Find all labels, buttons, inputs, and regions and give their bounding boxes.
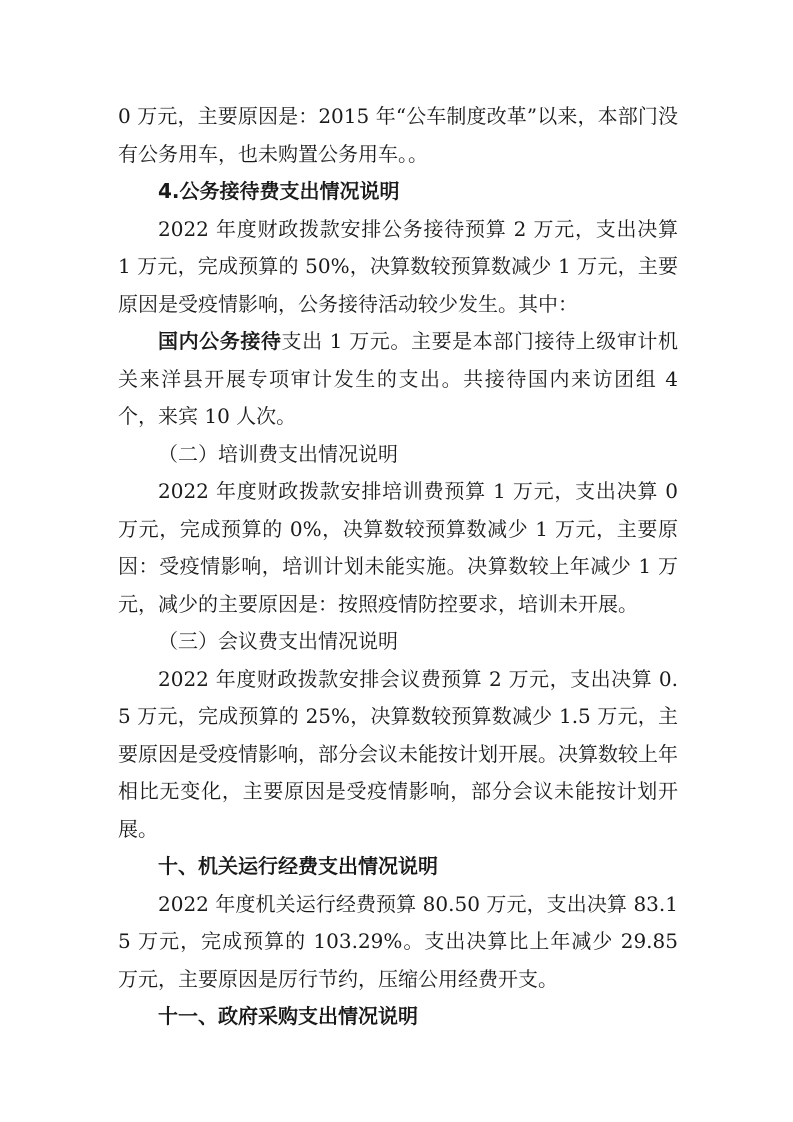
domestic-reception-lead: 国内公务接待 <box>158 329 282 353</box>
subheading-training-expense: （二）培训费支出情况说明 <box>158 441 398 466</box>
paragraph-vehicle-reason: 0 万元，主要原因是：2015 年“公车制度改革”以来，本部门没有公务用车，也未购置公务用车。。 <box>118 104 678 166</box>
paragraph-meeting-budget: 2022 年度财政拨款安排会议费预算 2 万元，支出决算 0.5 万元，完成预算的 25%，决算数较预算数减少 1.5 万元，主要原因是受疫情影响，部分会议未能按计划开展。决算数较上年相比无变化，主要原因是受疫情影响，部分会议未能按计划开展。 <box>118 666 678 841</box>
heading-reception-expense: 4.公务接待费支出情况说明 <box>158 179 400 203</box>
domestic-reception-text: 支出 1 万元。主要是本部门接待上级审计机关来洋县开展专项审计发生的支出。共接待国内来访团组 4 个，来宾 10 人次。 <box>118 329 678 428</box>
paragraph-reception-budget: 2022 年度财政拨款安排公务接待预算 2 万元，支出决算 1 万元，完成预算的 50%，决算数较预算数减少 1 万元，主要原因是受疫情影响，公务接待活动较少发生。其中： <box>118 216 678 316</box>
document-body <box>118 98 678 1036</box>
subheading-meeting-expense: （三）会议费支出情况说明 <box>158 629 398 653</box>
paragraph-domestic-reception <box>118 323 678 436</box>
heading-operating-expense: 十、机关运行经费支出情况说明 <box>158 854 438 878</box>
heading-procurement-expense: 十一、政府采购支出情况说明 <box>158 1004 418 1028</box>
paragraph-operating-budget: 2022 年度机关运行经费预算 80.50 万元，支出决算 83.15 万元，完成预算的 103.29%。支出决算比上年减少 29.85 万元，主要原因是厉行节约，压缩公用经费开支。 <box>118 891 678 991</box>
paragraph-training-budget: 2022 年度财政拨款安排培训费预算 1 万元，支出决算 0 万元，完成预算的 0%，决算数较预算数减少 1 万元，主要原因：受疫情影响，培训计划未能实施。决算数较上年减少 1 万元，减少的主要原因是：按照疫情防控要求，培训未开展。 <box>118 479 678 616</box>
